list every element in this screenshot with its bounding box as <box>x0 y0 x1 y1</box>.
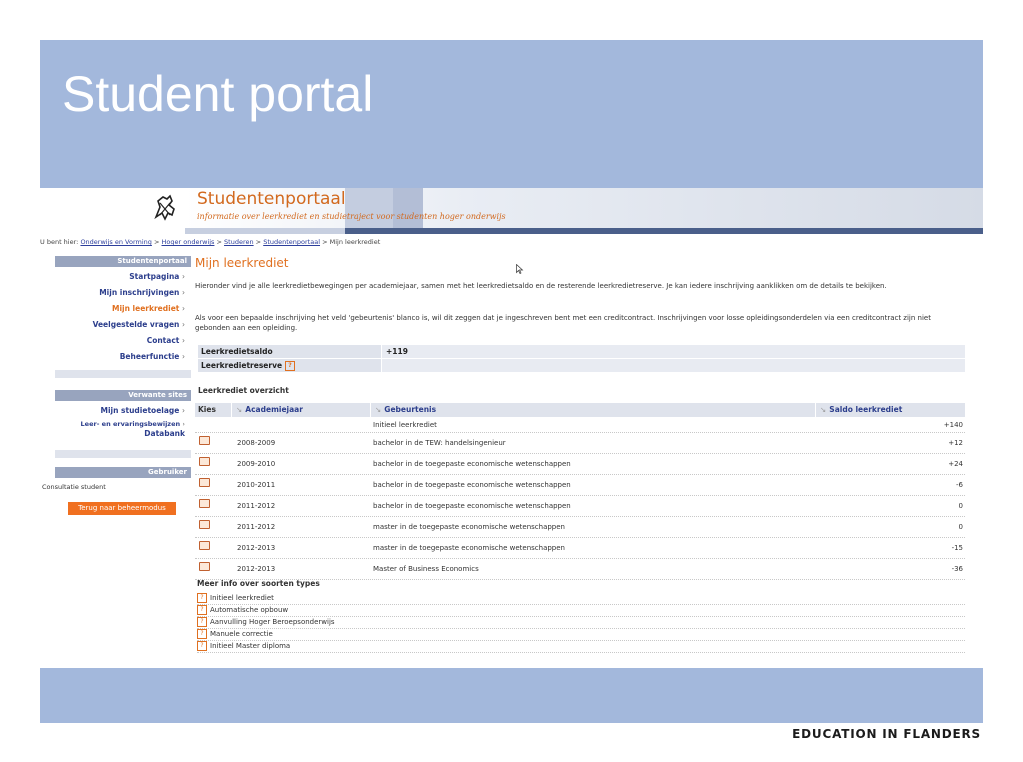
help-icon[interactable]: ? <box>285 361 295 371</box>
details-icon[interactable] <box>199 541 210 550</box>
breadcrumb-link[interactable]: Studeren <box>224 238 254 246</box>
sort-icon: ↘ <box>375 405 382 414</box>
details-icon[interactable] <box>199 436 210 445</box>
row-year: 2010-2011 <box>237 481 276 489</box>
saldo-label: Leerkredietsaldo <box>198 345 381 358</box>
row-saldo: -36 <box>951 565 963 573</box>
table-row[interactable] <box>195 475 965 496</box>
row-saldo: +12 <box>948 439 963 447</box>
sort-icon: ↘ <box>236 405 243 414</box>
col-header-saldo[interactable]: ↘ Saldo leerkrediet <box>816 403 965 417</box>
col-header-academiejaar[interactable]: ↘ Academiejaar <box>232 403 370 417</box>
nav-item-veelgestelde-vragen[interactable]: Veelgestelde vragen › <box>92 320 185 329</box>
flemish-lion-icon <box>150 193 180 223</box>
nav-section-verwante-sites: Verwante sites <box>55 390 191 401</box>
help-icon: ? <box>197 629 207 639</box>
details-icon[interactable] <box>199 562 210 571</box>
breadcrumb-prefix: U bent hier: <box>40 238 79 246</box>
help-icon: ? <box>197 641 207 651</box>
row-event: bachelor in de toegepaste economische wetenschappen <box>373 460 571 468</box>
mouse-cursor-icon <box>516 264 524 274</box>
header-block <box>345 188 393 228</box>
row-saldo: +140 <box>943 421 963 429</box>
breadcrumb: U bent hier: Onderwijs en Vorming > Hoger onderwijs > Studeren > Studentenportaal > Mijn leerkrediet <box>40 238 381 246</box>
col-header-gebeurtenis[interactable]: ↘ Gebeurtenis <box>371 403 815 417</box>
nav-item-contact[interactable]: Contact › <box>146 336 185 345</box>
slide-title: Student portal <box>62 66 374 122</box>
breadcrumb-current: Mijn leerkrediet <box>329 238 381 246</box>
reserve-row <box>195 359 965 372</box>
overview-title: Leerkrediet overzicht <box>198 386 289 395</box>
saldo-row <box>195 345 965 358</box>
row-event: bachelor in de toegepaste economische wetenschappen <box>373 481 571 489</box>
reserve-label: Leerkredietreserve ? <box>198 359 381 372</box>
table-row <box>195 419 965 433</box>
table-row[interactable] <box>195 538 965 559</box>
info-item[interactable]: ? Aanvulling Hoger Beroepsonderwijs <box>197 617 965 629</box>
row-event: Initieel leerkrediet <box>373 421 437 429</box>
page-title: Mijn leerkrediet <box>195 256 289 270</box>
user-role: Consultatie student <box>42 483 106 491</box>
info-title: Meer info over soorten types <box>197 579 320 588</box>
sort-icon: ↘ <box>820 405 827 414</box>
header-block <box>393 188 423 228</box>
breadcrumb-link[interactable]: Hoger onderwijs <box>161 238 215 246</box>
nav-item-beheerfunctie[interactable]: Beheerfunctie › <box>119 352 185 361</box>
breadcrumb-link[interactable]: Studentenportaal <box>263 238 321 246</box>
nav-item-mijn-leerkrediet[interactable]: Mijn leerkrediet › <box>111 304 185 313</box>
col-header-kies: Kies <box>195 403 231 417</box>
nav-item-startpagina[interactable]: Startpagina › <box>129 272 185 281</box>
reserve-value <box>382 359 965 372</box>
saldo-value: +119 <box>382 345 965 358</box>
nav-divider <box>55 450 191 458</box>
row-event: master in de toegepaste economische wetenschappen <box>373 523 565 531</box>
info-item[interactable]: ? Manuele correctie <box>197 629 965 641</box>
row-event: Master of Business Economics <box>373 565 479 573</box>
info-item[interactable]: ? Initieel Master diploma <box>197 641 965 653</box>
row-year: 2011-2012 <box>237 523 276 531</box>
intro-text: Hieronder vind je alle leerkredietbewegingen per academiejaar, samen met het leerkredietsaldo en de resterende leerkredietreserve. Je kan iedere inschrijving aanklikken om de details te bekijken. <box>195 282 887 290</box>
row-event: master in de toegepaste economische wetenschappen <box>373 544 565 552</box>
row-saldo: -6 <box>956 481 963 489</box>
nav-item-mijn-studietoelage[interactable]: Mijn studietoelage › <box>100 406 185 415</box>
help-icon: ? <box>197 617 207 627</box>
row-year: 2012-2013 <box>237 565 276 573</box>
nav-divider <box>55 370 191 378</box>
creditcontract-note: Als voor een bepaalde inschrijving het veld 'gebeurtenis' blanco is, wil dit zeggen dat je ingeschreven bent met een creditcontract. Inschrijvingen voor losse opleidingsonderdelen via een creditcontract zijn niet gebonden aan een opleiding. <box>195 314 931 332</box>
nav-section-studentenportaal: Studentenportaal <box>55 256 191 267</box>
row-event: bachelor in de TEW: handelsingenieur <box>373 439 506 447</box>
details-icon[interactable] <box>199 457 210 466</box>
row-year: 2011-2012 <box>237 502 276 510</box>
row-saldo: 0 <box>958 523 963 531</box>
help-icon: ? <box>197 593 207 603</box>
row-event: bachelor in de toegepaste economische wetenschappen <box>373 502 571 510</box>
details-icon[interactable] <box>199 520 210 529</box>
row-saldo: 0 <box>958 502 963 510</box>
row-saldo: -15 <box>951 544 963 552</box>
slide-footer: EDUCATION IN FLANDERS <box>792 727 981 741</box>
help-icon: ? <box>197 605 207 615</box>
table-row[interactable] <box>195 496 965 517</box>
nav-item-mijn-inschrijvingen[interactable]: Mijn inschrijvingen › <box>99 288 185 297</box>
portal-brand: Studentenportaal <box>197 189 346 209</box>
nav-item-leer-en-ervaringsbewijzen[interactable]: Leer- en ervaringsbewijzen › <box>80 420 185 428</box>
portal-tagline: informatie over leerkrediet en studietraject voor studenten hoger onderwijs <box>197 212 506 221</box>
info-item[interactable]: ? Initieel leerkrediet <box>197 593 965 605</box>
nav-item-databank[interactable]: Databank <box>144 429 185 438</box>
details-icon[interactable] <box>199 499 210 508</box>
details-icon[interactable] <box>199 478 210 487</box>
nav-section-gebruiker: Gebruiker <box>55 467 191 478</box>
row-year: 2009-2010 <box>237 460 276 468</box>
row-saldo: +24 <box>948 460 963 468</box>
info-item[interactable]: ? Automatische opbouw <box>197 605 965 617</box>
table-row[interactable] <box>195 454 965 475</box>
breadcrumb-link[interactable]: Onderwijs en Vorming <box>80 238 152 246</box>
table-row[interactable] <box>195 559 965 580</box>
row-year: 2012-2013 <box>237 544 276 552</box>
header-bar-accent <box>185 228 345 234</box>
table-row[interactable] <box>195 517 965 538</box>
portal-screenshot <box>40 188 983 668</box>
back-to-admin-button[interactable]: Terug naar beheermodus <box>68 502 176 515</box>
row-year: 2008-2009 <box>237 439 276 447</box>
table-row[interactable] <box>195 433 965 454</box>
